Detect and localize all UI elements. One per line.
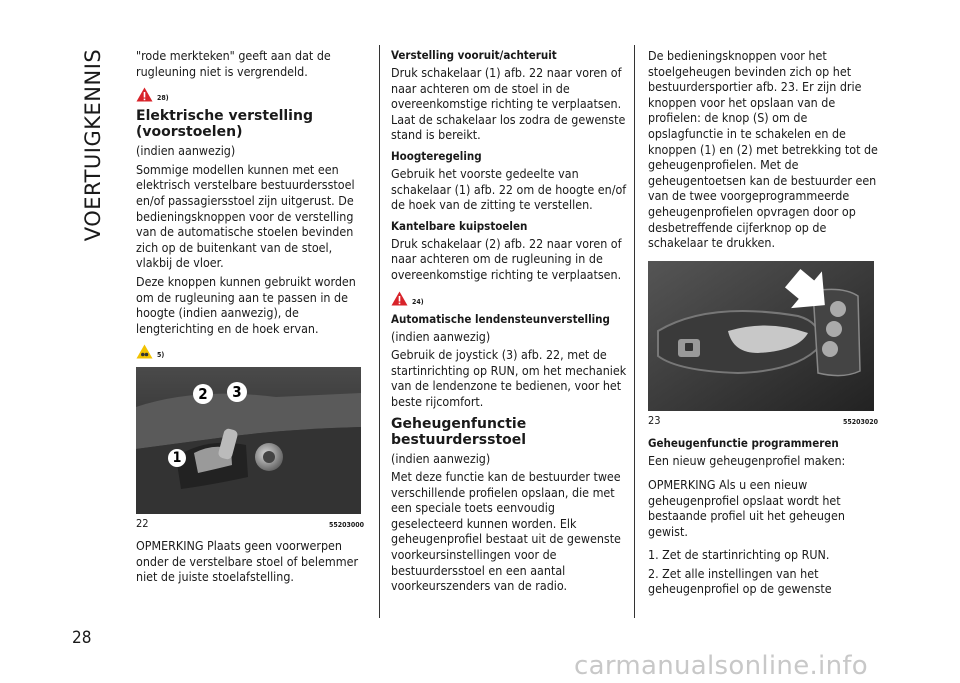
figure-caption bbox=[648, 413, 878, 431]
heading-memory: Geheugenfunctie bestuurdersstoel bbox=[391, 415, 527, 448]
column-2 bbox=[391, 48, 627, 597]
optional-note: (indien aanwezig) bbox=[136, 143, 236, 159]
callout-3: 3 bbox=[227, 382, 247, 402]
seat-controls-photo bbox=[136, 367, 361, 514]
figure-number: 22 bbox=[136, 517, 149, 531]
heading-program: Geheugenfunctie programmeren bbox=[648, 436, 839, 451]
warning-ref bbox=[136, 82, 364, 102]
note-paragraph: OPMERKING Plaats geen voorwerpen onder de verstelbare stoel of belemmer niet de juiste stoelafstelling. bbox=[136, 537, 359, 585]
heading-fore-aft: Verstelling vooruit/achteruit bbox=[391, 48, 557, 62]
memory-optional-note: (indien aanwezig) bbox=[391, 450, 491, 466]
figure-code: 55203000 bbox=[328, 521, 364, 530]
figure-22 bbox=[136, 367, 364, 534]
caution-ref bbox=[136, 339, 364, 359]
tilt-paragraph: Druk schakelaar (2) afb. 22 naar voren of naar achteren om de rugleuning in de overeenkomstige richting te verplaatsen. bbox=[391, 235, 622, 282]
memory-buttons-paragraph: De bedieningsknoppen voor het stoelgeheugen bevinden zich op het bestuurdersportier afb. 23. Er zijn drie knoppen voor het opslaan van de profielen: de knop (S) om de opslagfunctie in te schakelen en de knoppen (1) en (2) met betrekking tot de geheugenprofielen. Met de geheugentoetsen kan de bestuurder een van de twee voorgeprogrammeerde geheugenprofielen opvragen door op desbetreffende cijferknop op de schakelaar te drukken. bbox=[648, 48, 878, 251]
step-1: 1. Zet de startinrichting op RUN. bbox=[648, 547, 830, 563]
memory-paragraph: Met deze functie kan de bestuurder twee verschillende profielen opslaan, die met een speciale toets eenvoudig geselecteerd kunnen worden. Elk geheugenprofiel bestaat uit de gewenste voorkeursinstellingen voor de bestuurdersstoel en een aantal voorkeurszenders van de radio. bbox=[391, 469, 621, 594]
caution-triangle-icon bbox=[136, 344, 153, 359]
warning-triangle-icon bbox=[136, 87, 153, 102]
heading-tilt: Kantelbare kuipstoelen bbox=[391, 218, 528, 233]
warning-triangle-icon bbox=[391, 291, 408, 306]
callout-2: 2 bbox=[193, 384, 213, 404]
warning-number: 24) bbox=[412, 297, 424, 306]
section-title: VOERTUIGKENNIS bbox=[81, 48, 105, 241]
caution-number: 5) bbox=[157, 351, 165, 360]
figure-23 bbox=[648, 261, 878, 431]
fore-aft-paragraph: Druk schakelaar (1) afb. 22 naar voren of naar achteren om de stoel in de overeenkomstige richting te verplaatsen. Laat de schakelaar los zodra de gewenste stand is bereikt. bbox=[391, 65, 626, 143]
step-2: 2. Zet alle instellingen van het geheugenprofiel op de gewenste bbox=[648, 565, 832, 597]
figure-code: 55203020 bbox=[842, 417, 878, 426]
buttons-paragraph: Deze knoppen kunnen gebruikt worden om de rugleuning aan te passen in de hoogte (indien aanwezig), de lengterichting en de hoek ervan. bbox=[136, 273, 356, 336]
heading-lumbar: Automatische lendensteunverstelling bbox=[391, 311, 610, 326]
column-1 bbox=[136, 48, 364, 588]
lumbar-paragraph: Gebruik de joystick (3) afb. 22, met de startinrichting op RUN, om het mechaniek van de lendenzone te bedienen, voor het beste rijcomfort. bbox=[391, 347, 627, 409]
column-divider bbox=[634, 45, 635, 618]
intro-paragraph: "rode merkteken" geeft aan dat de rugleuning niet is vergrendeld. bbox=[136, 48, 331, 79]
height-paragraph: Gebruik het voorste gedeelte van schakelaar (1) afb. 22 om de hoogte en/of de hoek van de zitting te verstellen. bbox=[391, 165, 627, 213]
heading-height: Hoogteregeling bbox=[391, 148, 482, 163]
note-paragraph: OPMERKING Als u een nieuw geheugenprofiel opslaat wordt het bestaande profiel uit het geheugen gewist. bbox=[648, 476, 845, 539]
door-memory-buttons-photo bbox=[648, 261, 874, 411]
lumbar-optional-note: (indien aanwezig) bbox=[391, 328, 491, 344]
figure-caption bbox=[136, 516, 364, 534]
watermark: carmanualsonline.info bbox=[574, 651, 869, 681]
callout-1: 1 bbox=[168, 449, 186, 467]
warning-number: 28) bbox=[157, 94, 169, 103]
warning-ref bbox=[391, 286, 627, 306]
column-3 bbox=[648, 48, 878, 600]
new-profile-paragraph: Een nieuw geheugenprofiel maken: bbox=[648, 453, 846, 469]
heading-electric-adjustment: Elektrische verstelling (voorstoelen) bbox=[136, 108, 313, 141]
models-paragraph: Sommige modellen kunnen met een elektrisch verstelbare bestuurdersstoel en/of passagiersstoel zijn uitgerust. De bedieningsknoppen voor de verstelling van de automatische stoelen bevinden zich op de buitenkant van de stoel, vlakbij de vloer. bbox=[136, 161, 355, 271]
page-number: 28 bbox=[72, 628, 92, 648]
column-divider bbox=[379, 45, 380, 618]
figure-number: 23 bbox=[648, 413, 661, 427]
